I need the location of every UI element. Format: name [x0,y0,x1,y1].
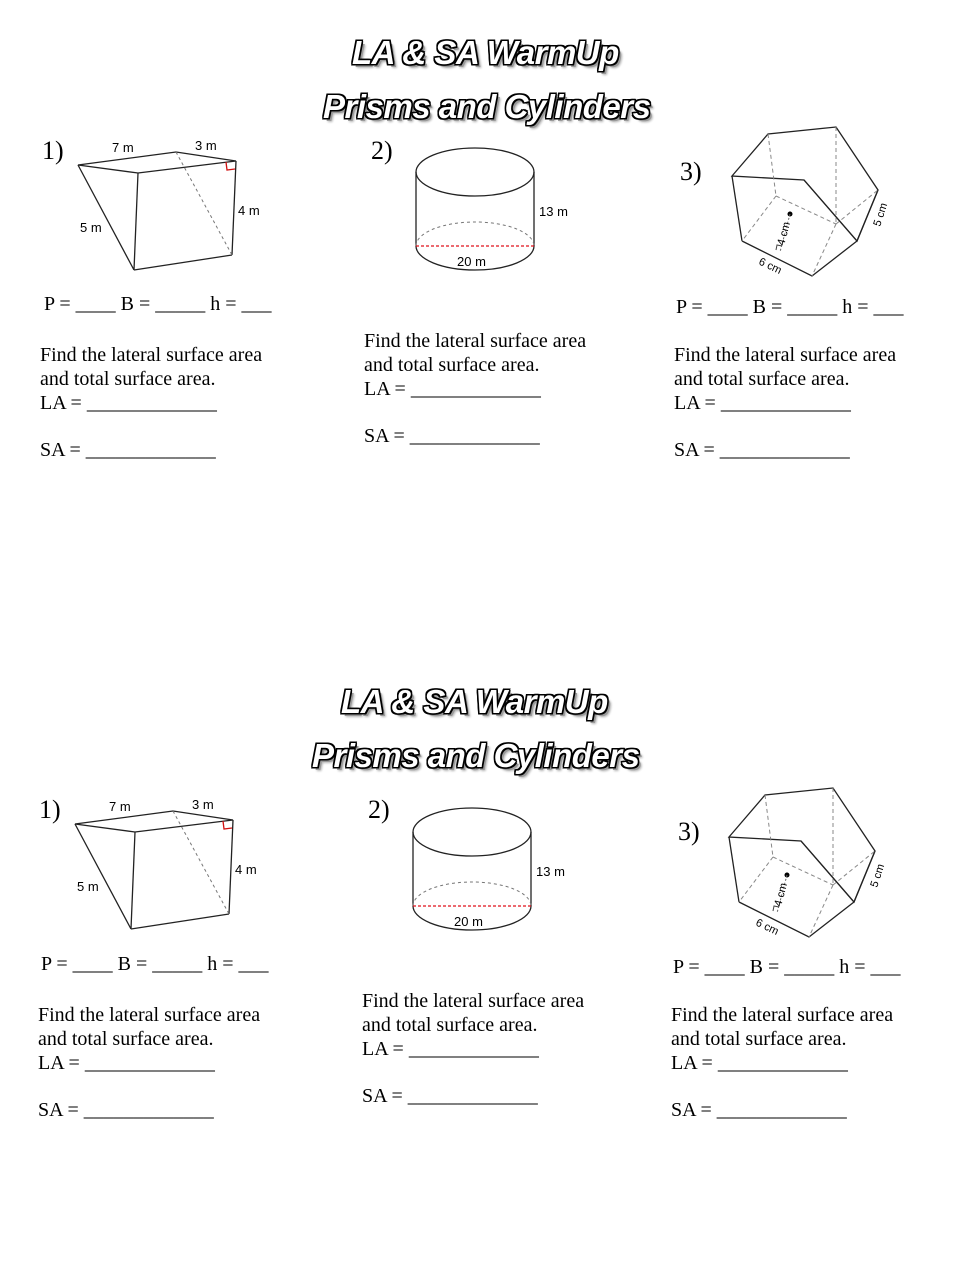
dim-label-top-right: 3 m [192,797,214,812]
instruction-text: Find the lateral surface area [671,1004,894,1026]
pbh-blanks: P = ____ B = _____ h = ___ [44,293,272,315]
prism-top-face [75,811,233,832]
prism-edge [134,173,138,270]
instruction-text: and total surface area. [674,368,850,390]
cylinder-top [413,808,531,856]
dim-label-top-left: 7 m [109,799,131,814]
hidden-edge [773,857,833,885]
worksheet-title: LA & SA WarmUp [341,683,608,720]
prism-edge [75,824,131,929]
hexagonal-prism-figure [728,124,898,284]
instruction-text: Find the lateral surface area [38,1004,261,1026]
prism-edge [804,180,857,241]
hidden-edge [739,857,773,902]
surface-area-blank: SA = _____________ [364,425,540,447]
lateral-area-blank: LA = _____________ [671,1052,848,1074]
lateral-area-blank: LA = _____________ [40,392,217,414]
warmup-sheet-1 [0,0,979,633]
hexagon-top-face [729,788,875,902]
dim-label-base-side: 6 cm [753,916,781,938]
prism-edge [729,837,739,902]
dim-label-height: 4 m [238,203,260,218]
cylinder-top [416,148,534,196]
hidden-edge [765,795,773,857]
prism-edge [732,176,742,241]
prism-edge [232,161,236,255]
problem-number: 3) [680,157,702,186]
surface-area-blank: SA = _____________ [674,439,850,461]
warmup-sheet-2 [0,649,979,1282]
instruction-text: and total surface area. [364,354,540,376]
instruction-text: Find the lateral surface area [40,344,263,366]
instruction-text: and total surface area. [671,1028,847,1050]
problem-number: 1) [42,136,64,165]
hexagon-top-face [732,127,878,241]
problem-number: 2) [368,795,390,824]
dim-label-height: 4 m [235,862,257,877]
lateral-area-blank: LA = _____________ [38,1052,215,1074]
dim-label-diameter: 20 m [454,914,483,929]
lateral-area-blank: LA = _____________ [362,1038,539,1060]
instruction-text: Find the lateral surface area [364,330,587,352]
dim-label-apothem: 4 cm [772,881,791,908]
right-angle-marker [226,162,235,170]
dim-label-side: 5 m [77,879,99,894]
dim-label-diameter: 20 m [457,254,486,269]
dim-label-height: 13 m [539,204,568,219]
cylinder-bottom-back [416,222,534,246]
prism-edge [134,255,232,270]
prism-edge [131,914,229,929]
worksheet-title: LA & SA WarmUp [352,34,619,71]
dim-label-side: 5 m [80,220,102,235]
hidden-edge [812,224,836,276]
lateral-area-blank: LA = _____________ [364,378,541,400]
hidden-edge [768,134,776,196]
worksheet-subtitle: Prisms and Cylinders [312,737,640,774]
prism-bottom-front [742,241,857,276]
cylinder-figure [407,800,587,935]
problem-number: 3) [678,817,700,846]
prism-edge [229,820,233,914]
problem-number: 1) [39,795,61,824]
hidden-edge [809,885,833,937]
lateral-area-blank: LA = _____________ [674,392,851,414]
instruction-text: Find the lateral surface area [362,990,585,1012]
cylinder-figure [410,140,590,275]
dim-label-height: 5 cm [871,201,891,228]
right-angle-marker [223,821,232,829]
worksheet-subtitle: Prisms and Cylinders [323,88,651,125]
pbh-blanks: P = ____ B = _____ h = ___ [673,956,901,978]
prism-top-face [78,152,236,173]
prism-edge [801,841,854,902]
surface-area-blank: SA = _____________ [671,1099,847,1121]
pbh-blanks: P = ____ B = _____ h = ___ [676,296,904,318]
instruction-text: and total surface area. [40,368,216,390]
cylinder-bottom-back [413,882,531,906]
surface-area-blank: SA = _____________ [40,439,216,461]
dim-label-apothem: 4 cm [775,220,794,247]
instruction-text: and total surface area. [38,1028,214,1050]
dim-label-base-side: 6 cm [756,255,784,277]
prism-edge [78,165,134,270]
surface-area-blank: SA = _____________ [38,1099,214,1121]
triangular-prism-figure [67,793,267,933]
problem-number: 2) [371,136,393,165]
instruction-text: and total surface area. [362,1014,538,1036]
instruction-text: Find the lateral surface area [674,344,897,366]
dim-label-top-left: 7 m [112,140,134,155]
dim-label-height: 5 cm [868,862,888,889]
prism-edge [131,832,135,929]
prism-bottom-front [739,902,854,937]
dim-label-height: 13 m [536,864,565,879]
hidden-edge [742,196,776,241]
hexagonal-prism-figure [725,785,895,945]
triangular-prism-figure [70,134,270,274]
surface-area-blank: SA = _____________ [362,1085,538,1107]
pbh-blanks: P = ____ B = _____ h = ___ [41,953,269,975]
dim-label-top-right: 3 m [195,138,217,153]
hidden-edge [776,196,836,224]
